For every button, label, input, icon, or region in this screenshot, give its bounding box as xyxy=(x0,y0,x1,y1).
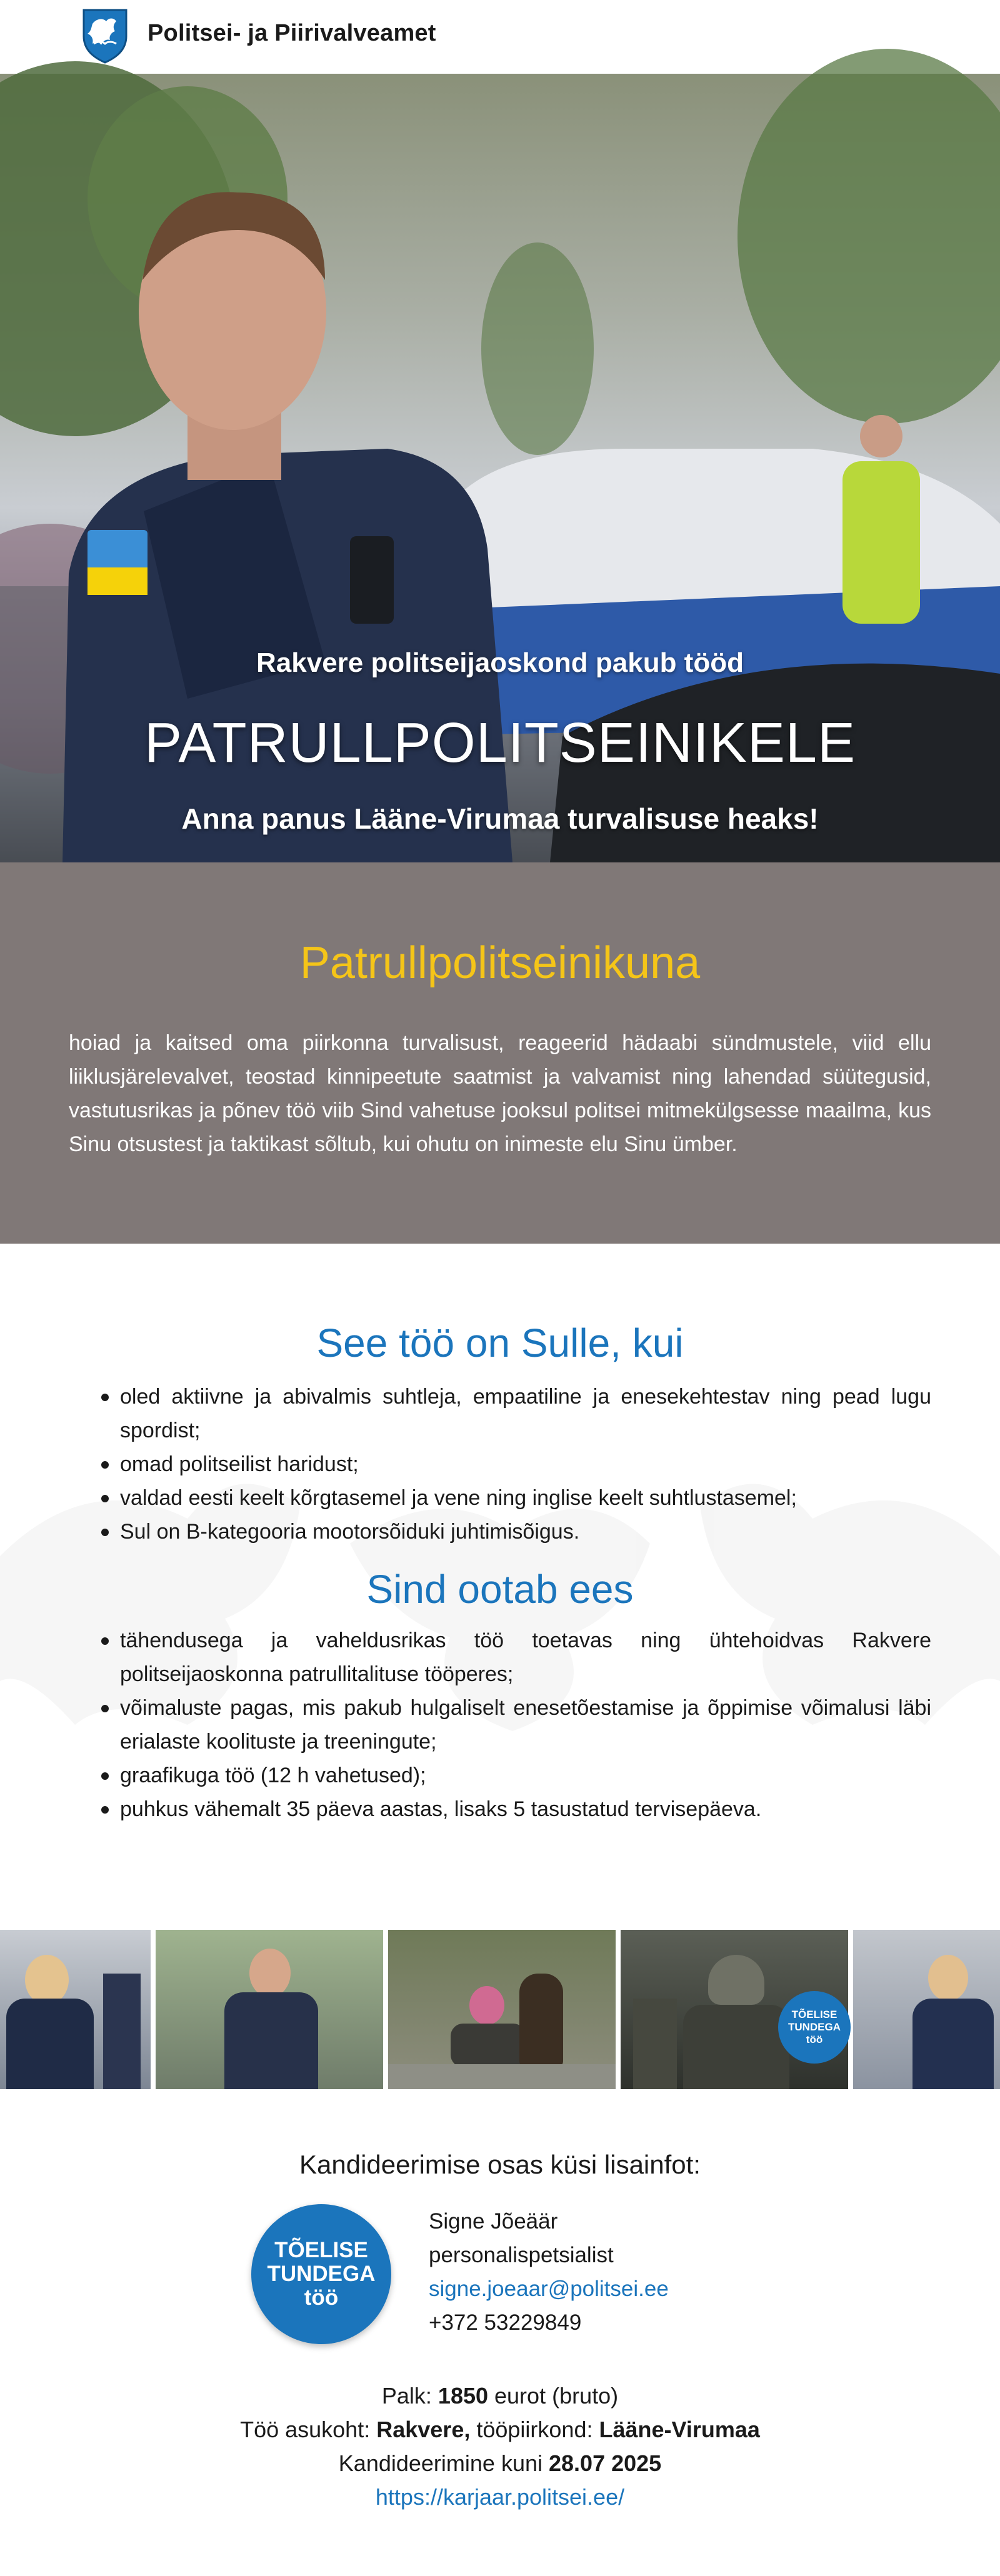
offers-list xyxy=(100,1624,931,1826)
list-item: omad politseilist haridust; xyxy=(100,1447,931,1481)
toelise-tundega-badge-small: TÕELISE TUNDEGA töö xyxy=(778,1991,851,2064)
deadline-line: Kandideerimine kuni 28.07 2025 xyxy=(338,2450,662,2476)
list-item: graafikuga töö (12 h vahetused); xyxy=(100,1759,931,1792)
photo-officer-2 xyxy=(156,1930,383,2089)
contact-name: Signe Jõeäär xyxy=(429,2209,558,2234)
salary-line: Palk: 1850 eurot (bruto) xyxy=(381,2383,619,2409)
career-site-link[interactable]: https://karjaar.politsei.ee/ xyxy=(375,2484,625,2510)
list-item: tähendusega ja vaheldusrikas töö toetavas ning ühtehoidvas Rakvere politseijaoskonna patrullitalituse tööperes; xyxy=(100,1624,931,1691)
contact-email-link[interactable]: signe.joeaar@politsei.ee xyxy=(429,2277,669,2301)
organization-name: Politsei- ja Piirivalveamet xyxy=(148,20,436,46)
photo-officer-3 xyxy=(788,1930,1000,2089)
list-item: Sul on B-kategooria mootorsõiduki juhtimisõigus. xyxy=(100,1515,931,1549)
list-item: oled aktiivne ja abivalmis suhtleja, empaatiline ja enesekehtestav ning pead lugu spordist; xyxy=(100,1380,931,1447)
hero-tagline: Anna panus Lääne-Virumaa turvalisuse heaks! xyxy=(181,802,819,835)
intro-text: hoiad ja kaitsed oma piirkonna turvalisust, reageerid hädaabi sündmustele, viid ellu liiklusjärelevalvet, teostad kinnipeetute saatmist ja valvamist ning lahendad süütegusid, vastutusrikas ja põnev töö viib Sind vahetuse jooksul politsei mitmekülgsesse maailma, kus Sinu otsustest ja taktikast sõltub, kui ohutu on inimeste elu Sinu ümber. xyxy=(69,1031,931,1156)
offers-title: Sind ootab ees xyxy=(366,1567,634,1612)
shield-lion-crest-icon[interactable] xyxy=(81,7,129,64)
list-item: puhkus vähemalt 35 päeva aastas, lisaks 5 tasustatud tervisepäeva. xyxy=(100,1792,931,1826)
toelise-tundega-badge: TÕELISE TUNDEGA töö xyxy=(251,2204,391,2344)
list-item: võimaluste pagas, mis pakub hulgaliselt enesetõestamise ja õppimise võimalusi läbi erialaste koolituste ja treeningute; xyxy=(100,1691,931,1759)
contact-heading: Kandideerimise osas küsi lisainfot: xyxy=(299,2150,701,2179)
photo-strip xyxy=(0,1930,1000,2089)
hero-banner xyxy=(0,74,1000,862)
contact-phone: +372 53229849 xyxy=(429,2310,582,2335)
intro-title: Patrullpolitseinikuna xyxy=(299,938,701,988)
list-item: valdad eesti keelt kõrgtasemel ja vene ning inglise keelt suhtlustasemel; xyxy=(100,1481,931,1515)
hero-subtitle: Rakvere politseijaoskond pakub tööd xyxy=(256,647,744,678)
requirements-title: See töö on Sulle, kui xyxy=(316,1320,684,1365)
intro-section xyxy=(0,862,1000,1244)
contact-card xyxy=(429,2205,669,2340)
requirements-list xyxy=(100,1380,931,1549)
contact-role: personalispetsialist xyxy=(429,2243,614,2267)
photo-officer-1 xyxy=(0,1930,151,2089)
requirements-section xyxy=(0,1244,1000,1931)
location-line: Töö asukoht: Rakvere, tööpiirkond: Lääne-Virumaa xyxy=(240,2417,760,2442)
job-details xyxy=(0,2379,1000,2514)
hero-title: PATRULLPOLITSEINIKELE xyxy=(144,712,856,774)
photo-dog-handler xyxy=(388,1930,616,2089)
